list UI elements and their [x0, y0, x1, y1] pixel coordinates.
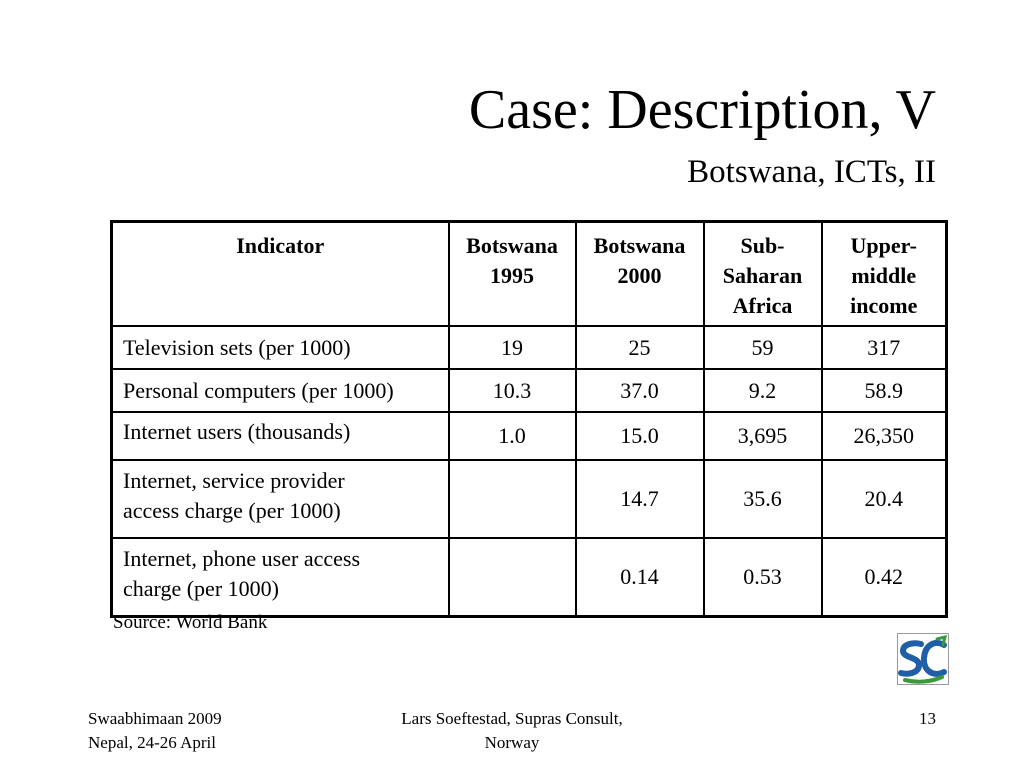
- sub-saharan-africa-cell: 9.2: [704, 369, 822, 412]
- indicator-cell: Personal computers (per 1000): [112, 369, 449, 412]
- botswana-1995-cell: 19: [449, 326, 576, 369]
- upper-middle-income-cell: 26,350: [822, 412, 947, 460]
- header-upper-middle-income: Upper- middle income: [822, 222, 947, 327]
- table-row: [112, 412, 947, 460]
- footer-author: Lars Soeftestad, Supras Consult, Norway: [401, 709, 623, 752]
- botswana-2000-cell: 25: [576, 326, 704, 369]
- header-sub-saharan-africa: Sub- Saharan Africa: [704, 222, 822, 327]
- indicator-cell: Internet, service provider access charge (per 1000): [112, 460, 449, 538]
- botswana-1995-cell: 10.3: [449, 369, 576, 412]
- botswana-2000-cell: 15.0: [576, 412, 704, 460]
- botswana-1995-cell: 1.0: [449, 412, 576, 460]
- upper-middle-income-cell: 20.4: [822, 460, 947, 538]
- header-botswana-1995: Botswana 1995: [449, 222, 576, 327]
- indicator-table: [110, 220, 948, 618]
- table-row: [112, 326, 947, 369]
- sub-saharan-africa-cell: 59: [704, 326, 822, 369]
- indicator-cell: Television sets (per 1000): [112, 326, 449, 369]
- table-row: [112, 460, 947, 538]
- upper-middle-income-cell: 0.42: [822, 538, 947, 617]
- sub-saharan-africa-cell: 35.6: [704, 460, 822, 538]
- sub-saharan-africa-cell: 0.53: [704, 538, 822, 617]
- botswana-2000-cell: 14.7: [576, 460, 704, 538]
- table-row: [112, 369, 947, 412]
- botswana-2000-cell: 0.14: [576, 538, 704, 617]
- supras-consult-logo-icon: [897, 633, 949, 685]
- header-botswana-2000: Botswana 2000: [576, 222, 704, 327]
- table-row: [112, 538, 947, 617]
- page-number: 13: [919, 709, 936, 728]
- botswana-1995-cell: [449, 538, 576, 617]
- indicator-cell: Internet users (thousands): [112, 412, 449, 460]
- slide-subtitle: Botswana, ICTs, II: [687, 154, 936, 190]
- botswana-2000-cell: 37.0: [576, 369, 704, 412]
- slide-title: Case: Description, V: [468, 79, 936, 141]
- botswana-1995-cell: [449, 460, 576, 538]
- sub-saharan-africa-cell: 3,695: [704, 412, 822, 460]
- indicator-cell: Internet, phone user access charge (per 1000): [112, 538, 449, 617]
- footer-event: Swaabhimaan 2009 Nepal, 24-26 April: [88, 709, 222, 752]
- source-note: Source: World Bank: [113, 612, 268, 633]
- header-indicator: Indicator: [112, 222, 449, 327]
- upper-middle-income-cell: 317: [822, 326, 947, 369]
- upper-middle-income-cell: 58.9: [822, 369, 947, 412]
- table-header-row: [112, 222, 947, 327]
